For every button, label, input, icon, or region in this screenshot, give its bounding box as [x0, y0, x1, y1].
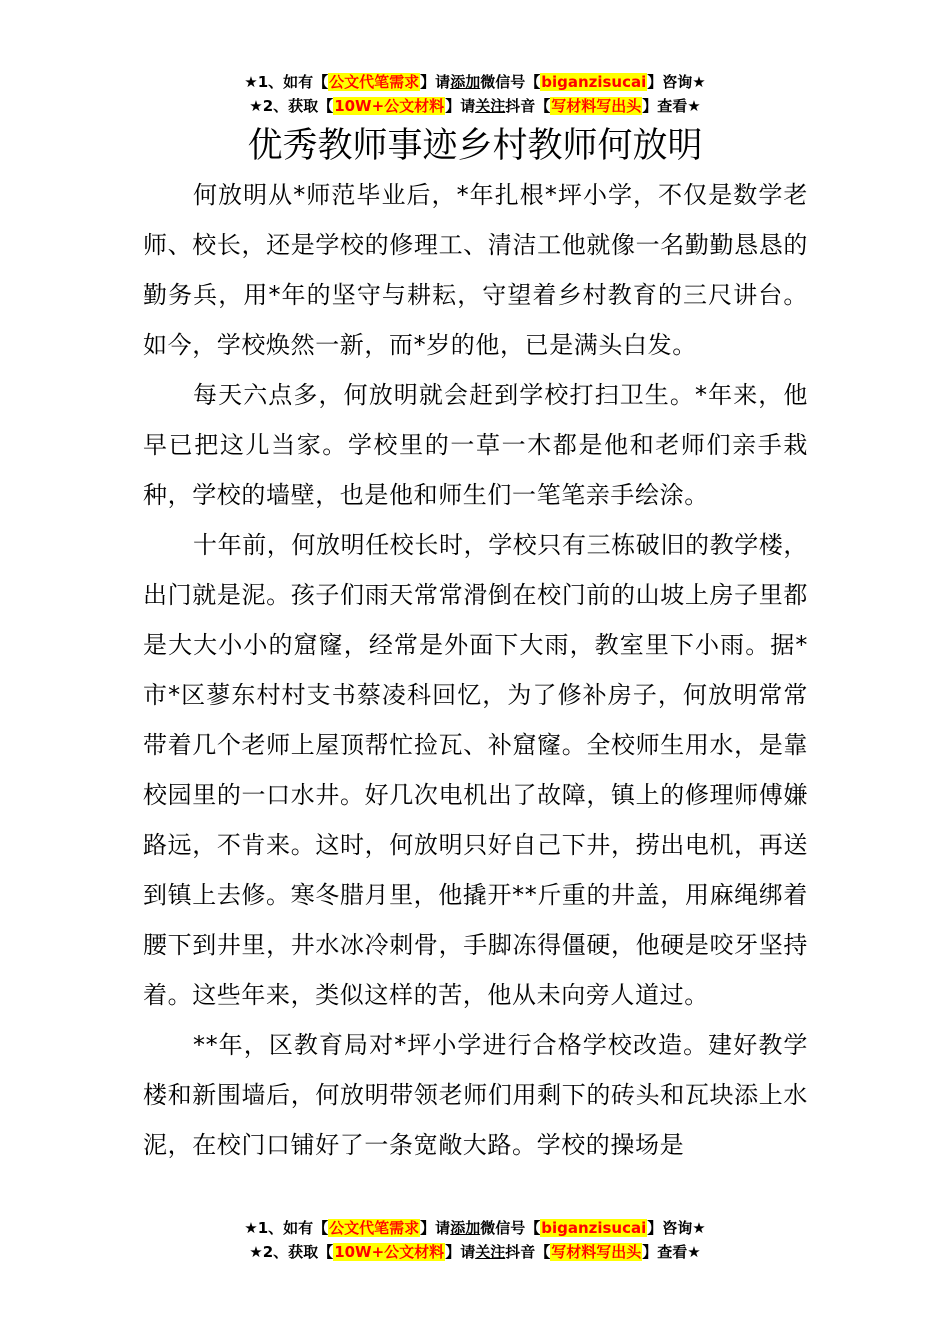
paragraph: **年，区教育局对*坪小学进行合格学校改造。建好教学楼和新围墙后，何放明带领老师们用剩下的砖头和瓦块添上水泥，在校门口铺好了一条宽敞大路。学校的操场是	[143, 1031, 808, 1159]
highlight-service: 公文代笔需求	[329, 1219, 420, 1237]
banner-line-1: ★1、如有【公文代笔需求】请添加微信号【biganzisucai】咨询★	[244, 1219, 706, 1237]
document-body	[143, 170, 808, 1170]
highlight-materials: 10W+公文材料	[334, 1243, 445, 1261]
paragraph: 每天六点多，何放明就会赶到学校打扫卫生。*年来，他早已把这儿当家。学校里的一草一木都是他和老师们亲手栽种，学校的墙壁，也是他和师生们一笔笔亲手绘涂。	[143, 381, 808, 509]
highlight-wechat-id: biganzisucai	[541, 73, 647, 91]
banner-line-1: ★1、如有【公文代笔需求】请添加微信号【biganzisucai】咨询★	[244, 73, 706, 91]
highlight-materials: 10W+公文材料	[334, 97, 445, 115]
highlight-service: 公文代笔需求	[329, 73, 420, 91]
paragraph: 何放明从*师范毕业后，*年扎根*坪小学，不仅是数学老师、校长，还是学校的修理工、清洁工他就像一名勤勤恳恳的勤务兵，用*年的坚守与耕耘，守望着乡村教育的三尺讲台。如今，学校焕然一新，而*岁的他，已是满头白发。	[143, 181, 808, 359]
highlight-douyin: 写材料写出头	[551, 97, 642, 115]
highlight-douyin: 写材料写出头	[551, 1243, 642, 1261]
banner-line-2: ★2、获取【10W+公文材料】请关注抖音【写材料写出头】查看★	[249, 97, 701, 115]
header-banner	[0, 70, 950, 118]
footer-banner	[0, 1216, 950, 1264]
banner-line-2: ★2、获取【10W+公文材料】请关注抖音【写材料写出头】查看★	[249, 1243, 701, 1261]
document-title: 优秀教师事迹乡村教师何放明	[247, 126, 703, 166]
highlight-wechat-id: biganzisucai	[541, 1219, 647, 1237]
paragraph: 十年前，何放明任校长时，学校只有三栋破旧的教学楼，出门就是泥。孩子们雨天常常滑倒在校门前的山坡上房子里都是大大小小的窟窿，经常是外面下大雨，教室里下小雨。据*市*区蓼东村村支书蔡凌科回忆，为了修补房子，何放明常常带着几个老师上屋顶帮忙捡瓦、补窟窿。全校师生用水，是靠校园里的一口水井。好几次电机出了故障，镇上的修理师傅嫌路远，不肯来。这时，何放明只好自己下井，捞出电机，再送到镇上去修。寒冬腊月里，他撬开**斤重的井盖，用麻绳绑着腰下到井里，井水冰冷刺骨，手脚冻得僵硬，他硬是咬牙坚持着。这些年来，类似这样的苦，他从未向旁人道过。	[143, 531, 808, 1009]
